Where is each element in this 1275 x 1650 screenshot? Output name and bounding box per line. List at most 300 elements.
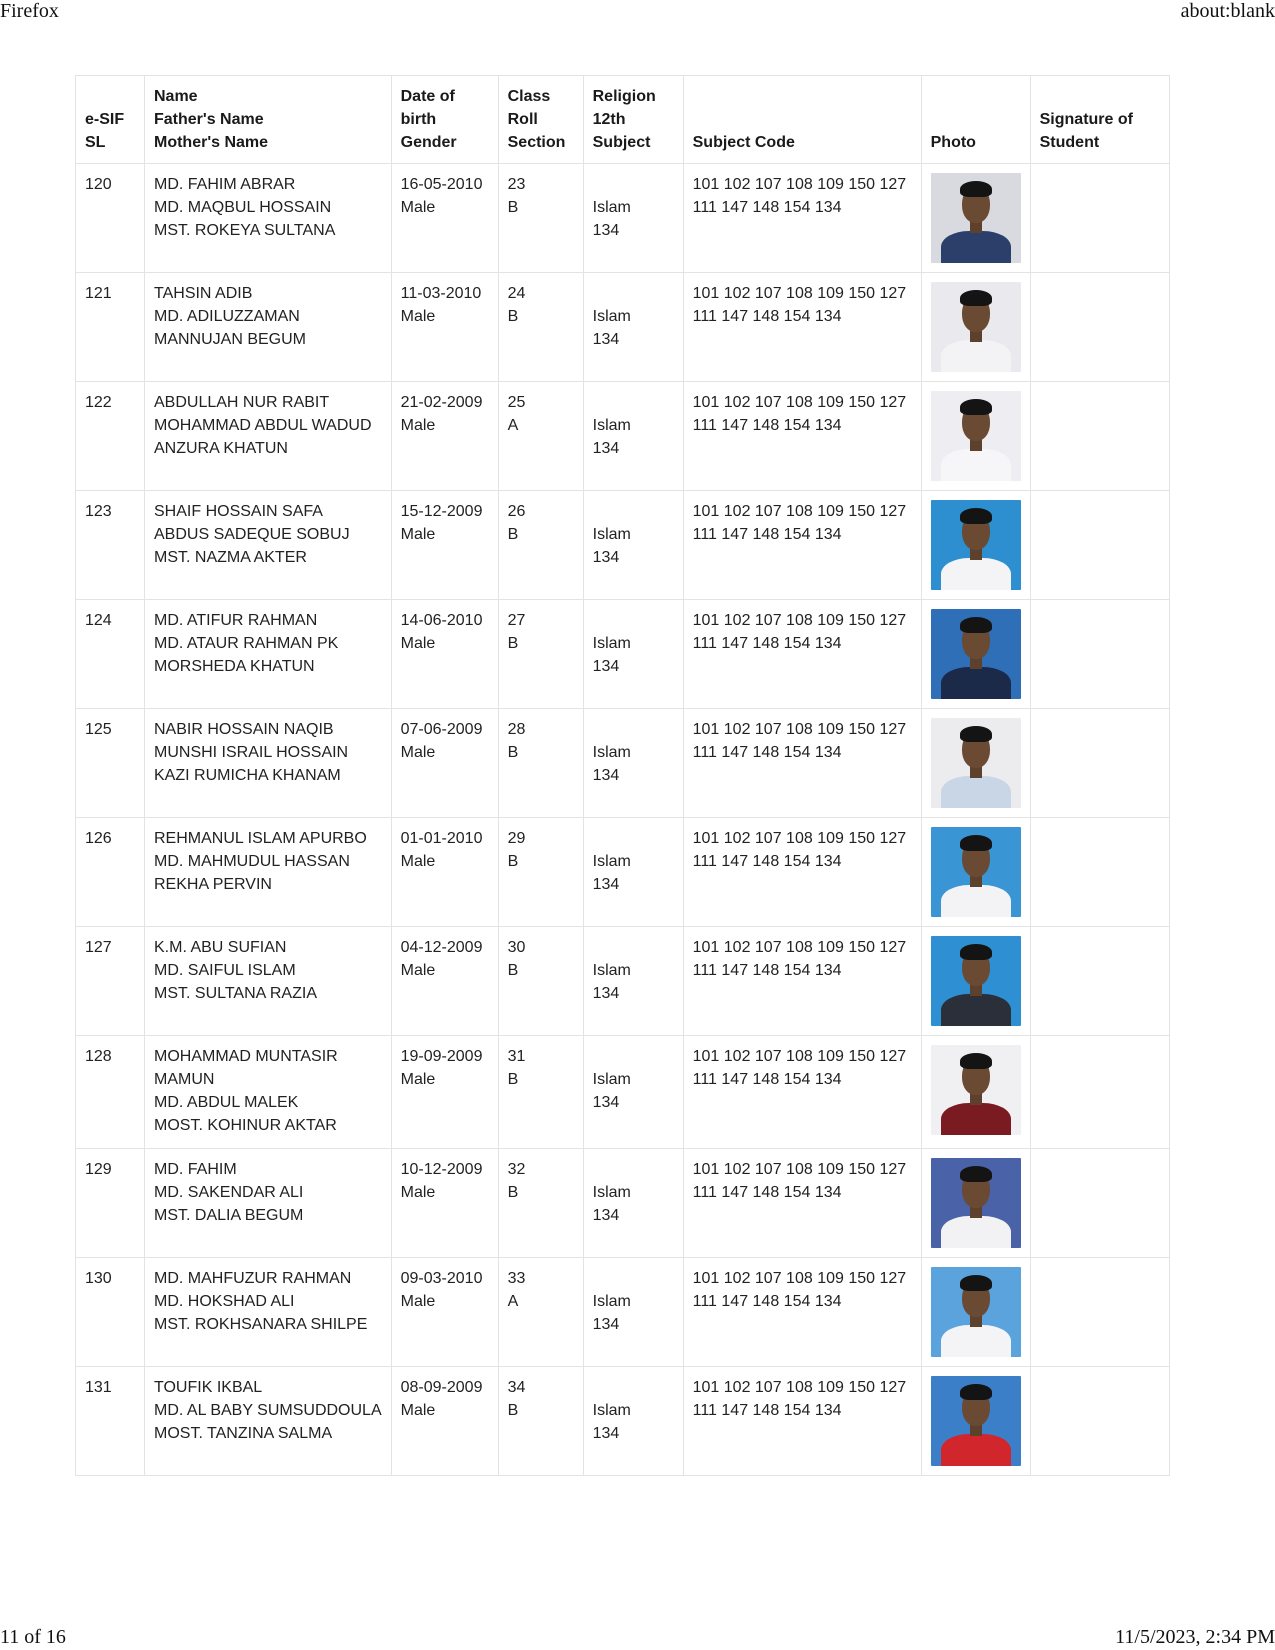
photo-cell [921,273,1030,382]
student-name: MD. MAHFUZUR RAHMAN [154,1270,352,1287]
photo-shirt [941,1325,1011,1357]
mother-name: MOST. KOHINUR AKTAR [154,1117,337,1134]
class-roll: 34 [507,1379,526,1396]
religion: Islam [592,635,631,652]
subject-12th: 134 [592,658,620,675]
page-number: 11 of 16 [0,1626,66,1648]
student-name: MD. FAHIM [154,1161,237,1178]
student-photo [931,1376,1021,1466]
browser-name: Firefox [0,0,59,22]
student-name: TOUFIK IKBAL [154,1379,263,1396]
sl-cell [76,1258,145,1367]
section: B [507,1071,519,1088]
father-name: MUNSHI ISRAIL HOSSAIN [154,744,349,761]
date-of-birth: 16-05-2010 [400,176,483,193]
sl-cell [76,709,145,818]
section: B [507,526,519,543]
student-name: K.M. ABU SUFIAN [154,939,287,956]
photo-shirt [941,885,1011,917]
photo-shirt [941,340,1011,372]
sl-cell [76,1367,145,1476]
religion: Islam [592,1402,631,1419]
name-cell [145,164,392,273]
subject-codes-line-1: 101 102 107 108 109 150 127 [692,1048,907,1065]
header-class: Class Roll Section [498,76,583,164]
religion: Islam [592,308,631,325]
class-cell [498,273,583,382]
class-cell [498,164,583,273]
dob-cell [391,382,498,491]
subject-code-cell [683,273,921,382]
table-row [76,382,1170,491]
father-name: MD. ABDUL MALEK [154,1094,299,1111]
subject-codes-line-1: 101 102 107 108 109 150 127 [692,176,907,193]
student-photo [931,1045,1021,1135]
subject-code-cell [683,927,921,1036]
signature-cell [1030,273,1169,382]
class-cell [498,600,583,709]
subject-codes-line-1: 101 102 107 108 109 150 127 [692,830,907,847]
signature-cell [1030,164,1169,273]
mother-name: REKHA PERVIN [154,876,272,893]
table-body [76,164,1170,1476]
class-cell [498,491,583,600]
signature-cell [1030,1258,1169,1367]
table-row [76,709,1170,818]
father-name: MOHAMMAD ABDUL WADUD [154,417,372,434]
subject-codes-line-2: 111 147 148 154 134 [692,308,842,325]
subject-codes-line-1: 101 102 107 108 109 150 127 [692,1161,907,1178]
subject-12th: 134 [592,876,620,893]
class-cell [498,382,583,491]
sl-cell [76,382,145,491]
student-name: ABDULLAH NUR RABIT [154,394,330,411]
subject-codes-line-2: 111 147 148 154 134 [692,417,842,434]
table-row [76,491,1170,600]
father-name: MD. HOKSHAD ALI [154,1293,295,1310]
table-row [76,1367,1170,1476]
class-roll: 30 [507,939,526,956]
gender: Male [400,199,436,216]
date-of-birth: 01-01-2010 [400,830,483,847]
print-footer [0,1626,1275,1648]
mother-name: MST. ROKHSANARA SHILPE [154,1316,368,1333]
signature-cell [1030,382,1169,491]
signature-cell [1030,709,1169,818]
table-row [76,818,1170,927]
dob-cell [391,600,498,709]
religion-cell [583,273,683,382]
religion: Islam [592,744,631,761]
name-cell [145,927,392,1036]
religion-cell [583,709,683,818]
subject-codes-line-2: 111 147 148 154 134 [692,1071,842,1088]
photo-cell [921,382,1030,491]
gender: Male [400,1293,436,1310]
class-cell [498,818,583,927]
photo-cell [921,1367,1030,1476]
student-name-cont: MAMUN [154,1071,215,1088]
name-cell [145,1149,392,1258]
section: B [507,199,519,216]
gender: Male [400,635,436,652]
header-dob: Date of birth Gender [391,76,498,164]
subject-12th: 134 [592,1425,620,1442]
student-photo [931,173,1021,263]
student-table [75,75,1170,1476]
dob-cell [391,927,498,1036]
dob-cell [391,818,498,927]
photo-cell [921,1258,1030,1367]
mother-name: MST. ROKEYA SULTANA [154,222,336,239]
photo-hair [960,835,992,851]
class-roll: 27 [507,612,526,629]
subject-code-cell [683,1149,921,1258]
photo-hair [960,508,992,524]
photo-cell [921,818,1030,927]
sl-cell [76,491,145,600]
gender: Male [400,526,436,543]
mother-name: MANNUJAN BEGUM [154,331,307,348]
gender: Male [400,962,436,979]
name-cell [145,709,392,818]
table-row [76,273,1170,382]
date-of-birth: 08-09-2009 [400,1379,483,1396]
subject-code-cell [683,491,921,600]
subject-code-cell [683,382,921,491]
photo-hair [960,944,992,960]
signature-cell [1030,491,1169,600]
subject-codes-line-2: 111 147 148 154 134 [692,199,842,216]
name-cell [145,818,392,927]
subject-code-cell [683,1258,921,1367]
dob-cell [391,273,498,382]
student-photo [931,609,1021,699]
photo-hair [960,1384,992,1400]
photo-hair [960,399,992,415]
photo-cell [921,491,1030,600]
subject-12th: 134 [592,1094,620,1111]
subject-codes-line-2: 111 147 148 154 134 [692,1293,842,1310]
sl-number: 121 [85,285,112,302]
mother-name: MST. NAZMA AKTER [154,549,307,566]
religion: Islam [592,1071,631,1088]
religion: Islam [592,853,631,870]
photo-cell [921,927,1030,1036]
photo-hair [960,181,992,197]
dob-cell [391,491,498,600]
sl-number: 130 [85,1270,112,1287]
subject-codes-line-1: 101 102 107 108 109 150 127 [692,285,907,302]
subject-12th: 134 [592,222,620,239]
photo-hair [960,1166,992,1182]
class-cell [498,1149,583,1258]
mother-name: MOST. TANZINA SALMA [154,1425,333,1442]
sl-number: 123 [85,503,112,520]
subject-12th: 134 [592,985,620,1002]
section: B [507,1184,519,1201]
subject-code-cell [683,818,921,927]
class-roll: 29 [507,830,526,847]
page-url: about:blank [1180,0,1275,22]
father-name: MD. AL BABY SUMSUDDOULA [154,1402,382,1419]
student-photo [931,936,1021,1026]
gender: Male [400,744,436,761]
subject-codes-line-1: 101 102 107 108 109 150 127 [692,612,907,629]
name-cell [145,600,392,709]
class-roll: 31 [507,1048,526,1065]
name-cell [145,491,392,600]
header-photo: Photo [921,76,1030,164]
class-roll: 23 [507,176,526,193]
class-roll: 25 [507,394,526,411]
sl-number: 131 [85,1379,112,1396]
subject-12th: 134 [592,1207,620,1224]
sl-number: 127 [85,939,112,956]
photo-hair [960,290,992,306]
religion: Islam [592,1293,631,1310]
subject-codes-line-1: 101 102 107 108 109 150 127 [692,939,907,956]
photo-shirt [941,1434,1011,1466]
subject-12th: 134 [592,549,620,566]
subject-codes-line-2: 111 147 148 154 134 [692,744,842,761]
subject-12th: 134 [592,440,620,457]
class-cell [498,1367,583,1476]
religion-cell [583,382,683,491]
sl-number: 128 [85,1048,112,1065]
sl-cell [76,1036,145,1149]
name-cell [145,1367,392,1476]
student-name: MD. FAHIM ABRAR [154,176,296,193]
mother-name: KAZI RUMICHA KHANAM [154,767,341,784]
print-header [0,0,1275,22]
sl-number: 129 [85,1161,112,1178]
gender: Male [400,417,436,434]
sl-number: 124 [85,612,112,629]
print-timestamp: 11/5/2023, 2:34 PM [1115,1626,1275,1648]
subject-codes-line-1: 101 102 107 108 109 150 127 [692,1270,907,1287]
religion-cell [583,600,683,709]
father-name: MD. SAIFUL ISLAM [154,962,296,979]
gender: Male [400,1071,436,1088]
sl-cell [76,927,145,1036]
dob-cell [391,164,498,273]
student-photo [931,500,1021,590]
class-cell [498,709,583,818]
student-name: NABIR HOSSAIN NAQIB [154,721,334,738]
photo-cell [921,709,1030,818]
section: A [507,1293,519,1310]
gender: Male [400,1402,436,1419]
header-sl: e-SIF SL [76,76,145,164]
student-photo [931,1267,1021,1357]
name-cell [145,1036,392,1149]
student-name: MOHAMMAD MUNTASIR [154,1048,338,1065]
header-subject-code: Subject Code [683,76,921,164]
photo-hair [960,726,992,742]
dob-cell [391,1036,498,1149]
sl-cell [76,600,145,709]
subject-codes-line-2: 111 147 148 154 134 [692,526,842,543]
student-name: MD. ATIFUR RAHMAN [154,612,318,629]
subject-codes-line-2: 111 147 148 154 134 [692,1184,842,1201]
father-name: MD. MAQBUL HOSSAIN [154,199,332,216]
name-cell [145,1258,392,1367]
father-name: MD. ADILUZZAMAN [154,308,300,325]
photo-shirt [941,558,1011,590]
date-of-birth: 10-12-2009 [400,1161,483,1178]
signature-cell [1030,927,1169,1036]
section: B [507,744,519,761]
photo-hair [960,1053,992,1069]
mother-name: MST. SULTANA RAZIA [154,985,317,1002]
photo-hair [960,1275,992,1291]
mother-name: ANZURA KHATUN [154,440,288,457]
table-row [76,600,1170,709]
photo-shirt [941,994,1011,1026]
religion: Islam [592,199,631,216]
table-row [76,164,1170,273]
student-name: SHAIF HOSSAIN SAFA [154,503,323,520]
sl-number: 126 [85,830,112,847]
sl-number: 120 [85,176,112,193]
header-signature: Signature of Student [1030,76,1169,164]
student-photo [931,827,1021,917]
subject-code-cell [683,1036,921,1149]
signature-cell [1030,1149,1169,1258]
signature-cell [1030,1367,1169,1476]
photo-shirt [941,449,1011,481]
table-row [76,1258,1170,1367]
class-cell [498,1258,583,1367]
photo-shirt [941,231,1011,263]
father-name: MD. ATAUR RAHMAN PK [154,635,339,652]
subject-code-cell [683,709,921,818]
photo-shirt [941,1216,1011,1248]
sl-cell [76,273,145,382]
date-of-birth: 07-06-2009 [400,721,483,738]
gender: Male [400,308,436,325]
religion-cell [583,927,683,1036]
subject-12th: 134 [592,1316,620,1333]
religion-cell [583,491,683,600]
subject-code-cell [683,164,921,273]
subject-codes-line-1: 101 102 107 108 109 150 127 [692,394,907,411]
religion: Islam [592,962,631,979]
header-name: Name Father's Name Mother's Name [145,76,392,164]
subject-codes-line-1: 101 102 107 108 109 150 127 [692,503,907,520]
subject-codes-line-2: 111 147 148 154 134 [692,962,842,979]
name-cell [145,382,392,491]
subject-codes-line-2: 111 147 148 154 134 [692,1402,842,1419]
section: B [507,853,519,870]
date-of-birth: 09-03-2010 [400,1270,483,1287]
header-religion: Religion 12th Subject [583,76,683,164]
gender: Male [400,853,436,870]
class-roll: 24 [507,285,526,302]
student-name: TAHSIN ADIB [154,285,253,302]
dob-cell [391,1149,498,1258]
signature-cell [1030,1036,1169,1149]
sl-cell [76,164,145,273]
table-header-row [76,76,1170,164]
religion: Islam [592,1184,631,1201]
section: B [507,962,519,979]
religion: Islam [592,526,631,543]
signature-cell [1030,818,1169,927]
date-of-birth: 11-03-2010 [400,285,482,302]
sl-cell [76,1149,145,1258]
subject-codes-line-1: 101 102 107 108 109 150 127 [692,1379,907,1396]
class-roll: 26 [507,503,526,520]
class-cell [498,1036,583,1149]
photo-shirt [941,1103,1011,1135]
student-photo [931,282,1021,372]
father-name: ABDUS SADEQUE SOBUJ [154,526,350,543]
father-name: MD. SAKENDAR ALI [154,1184,304,1201]
student-photo [931,391,1021,481]
subject-codes-line-1: 101 102 107 108 109 150 127 [692,721,907,738]
date-of-birth: 15-12-2009 [400,503,483,520]
class-roll: 32 [507,1161,526,1178]
date-of-birth: 19-09-2009 [400,1048,483,1065]
subject-codes-line-2: 111 147 148 154 134 [692,635,842,652]
subject-12th: 134 [592,767,620,784]
photo-cell [921,600,1030,709]
father-name: MD. MAHMUDUL HASSAN [154,853,350,870]
mother-name: MST. DALIA BEGUM [154,1207,304,1224]
religion-cell [583,1036,683,1149]
subject-code-cell [683,1367,921,1476]
section: B [507,1402,519,1419]
religion-cell [583,818,683,927]
photo-cell [921,1036,1030,1149]
religion-cell [583,1149,683,1258]
photo-shirt [941,776,1011,808]
religion-cell [583,1367,683,1476]
photo-cell [921,1149,1030,1258]
dob-cell [391,1367,498,1476]
gender: Male [400,1184,436,1201]
table-row [76,1036,1170,1149]
name-cell [145,273,392,382]
date-of-birth: 14-06-2010 [400,612,483,629]
date-of-birth: 21-02-2009 [400,394,483,411]
photo-cell [921,164,1030,273]
section: B [507,635,519,652]
photo-shirt [941,667,1011,699]
religion-cell [583,164,683,273]
class-cell [498,927,583,1036]
sl-cell [76,818,145,927]
dob-cell [391,709,498,818]
religion-cell [583,1258,683,1367]
class-roll: 33 [507,1270,526,1287]
table-row [76,1149,1170,1258]
subject-12th: 134 [592,331,620,348]
student-name: REHMANUL ISLAM APURBO [154,830,367,847]
section: B [507,308,519,325]
class-roll: 28 [507,721,526,738]
student-photo [931,1158,1021,1248]
date-of-birth: 04-12-2009 [400,939,483,956]
mother-name: MORSHEDA KHATUN [154,658,315,675]
signature-cell [1030,600,1169,709]
student-photo [931,718,1021,808]
photo-hair [960,617,992,633]
subject-codes-line-2: 111 147 148 154 134 [692,853,842,870]
sl-number: 122 [85,394,112,411]
